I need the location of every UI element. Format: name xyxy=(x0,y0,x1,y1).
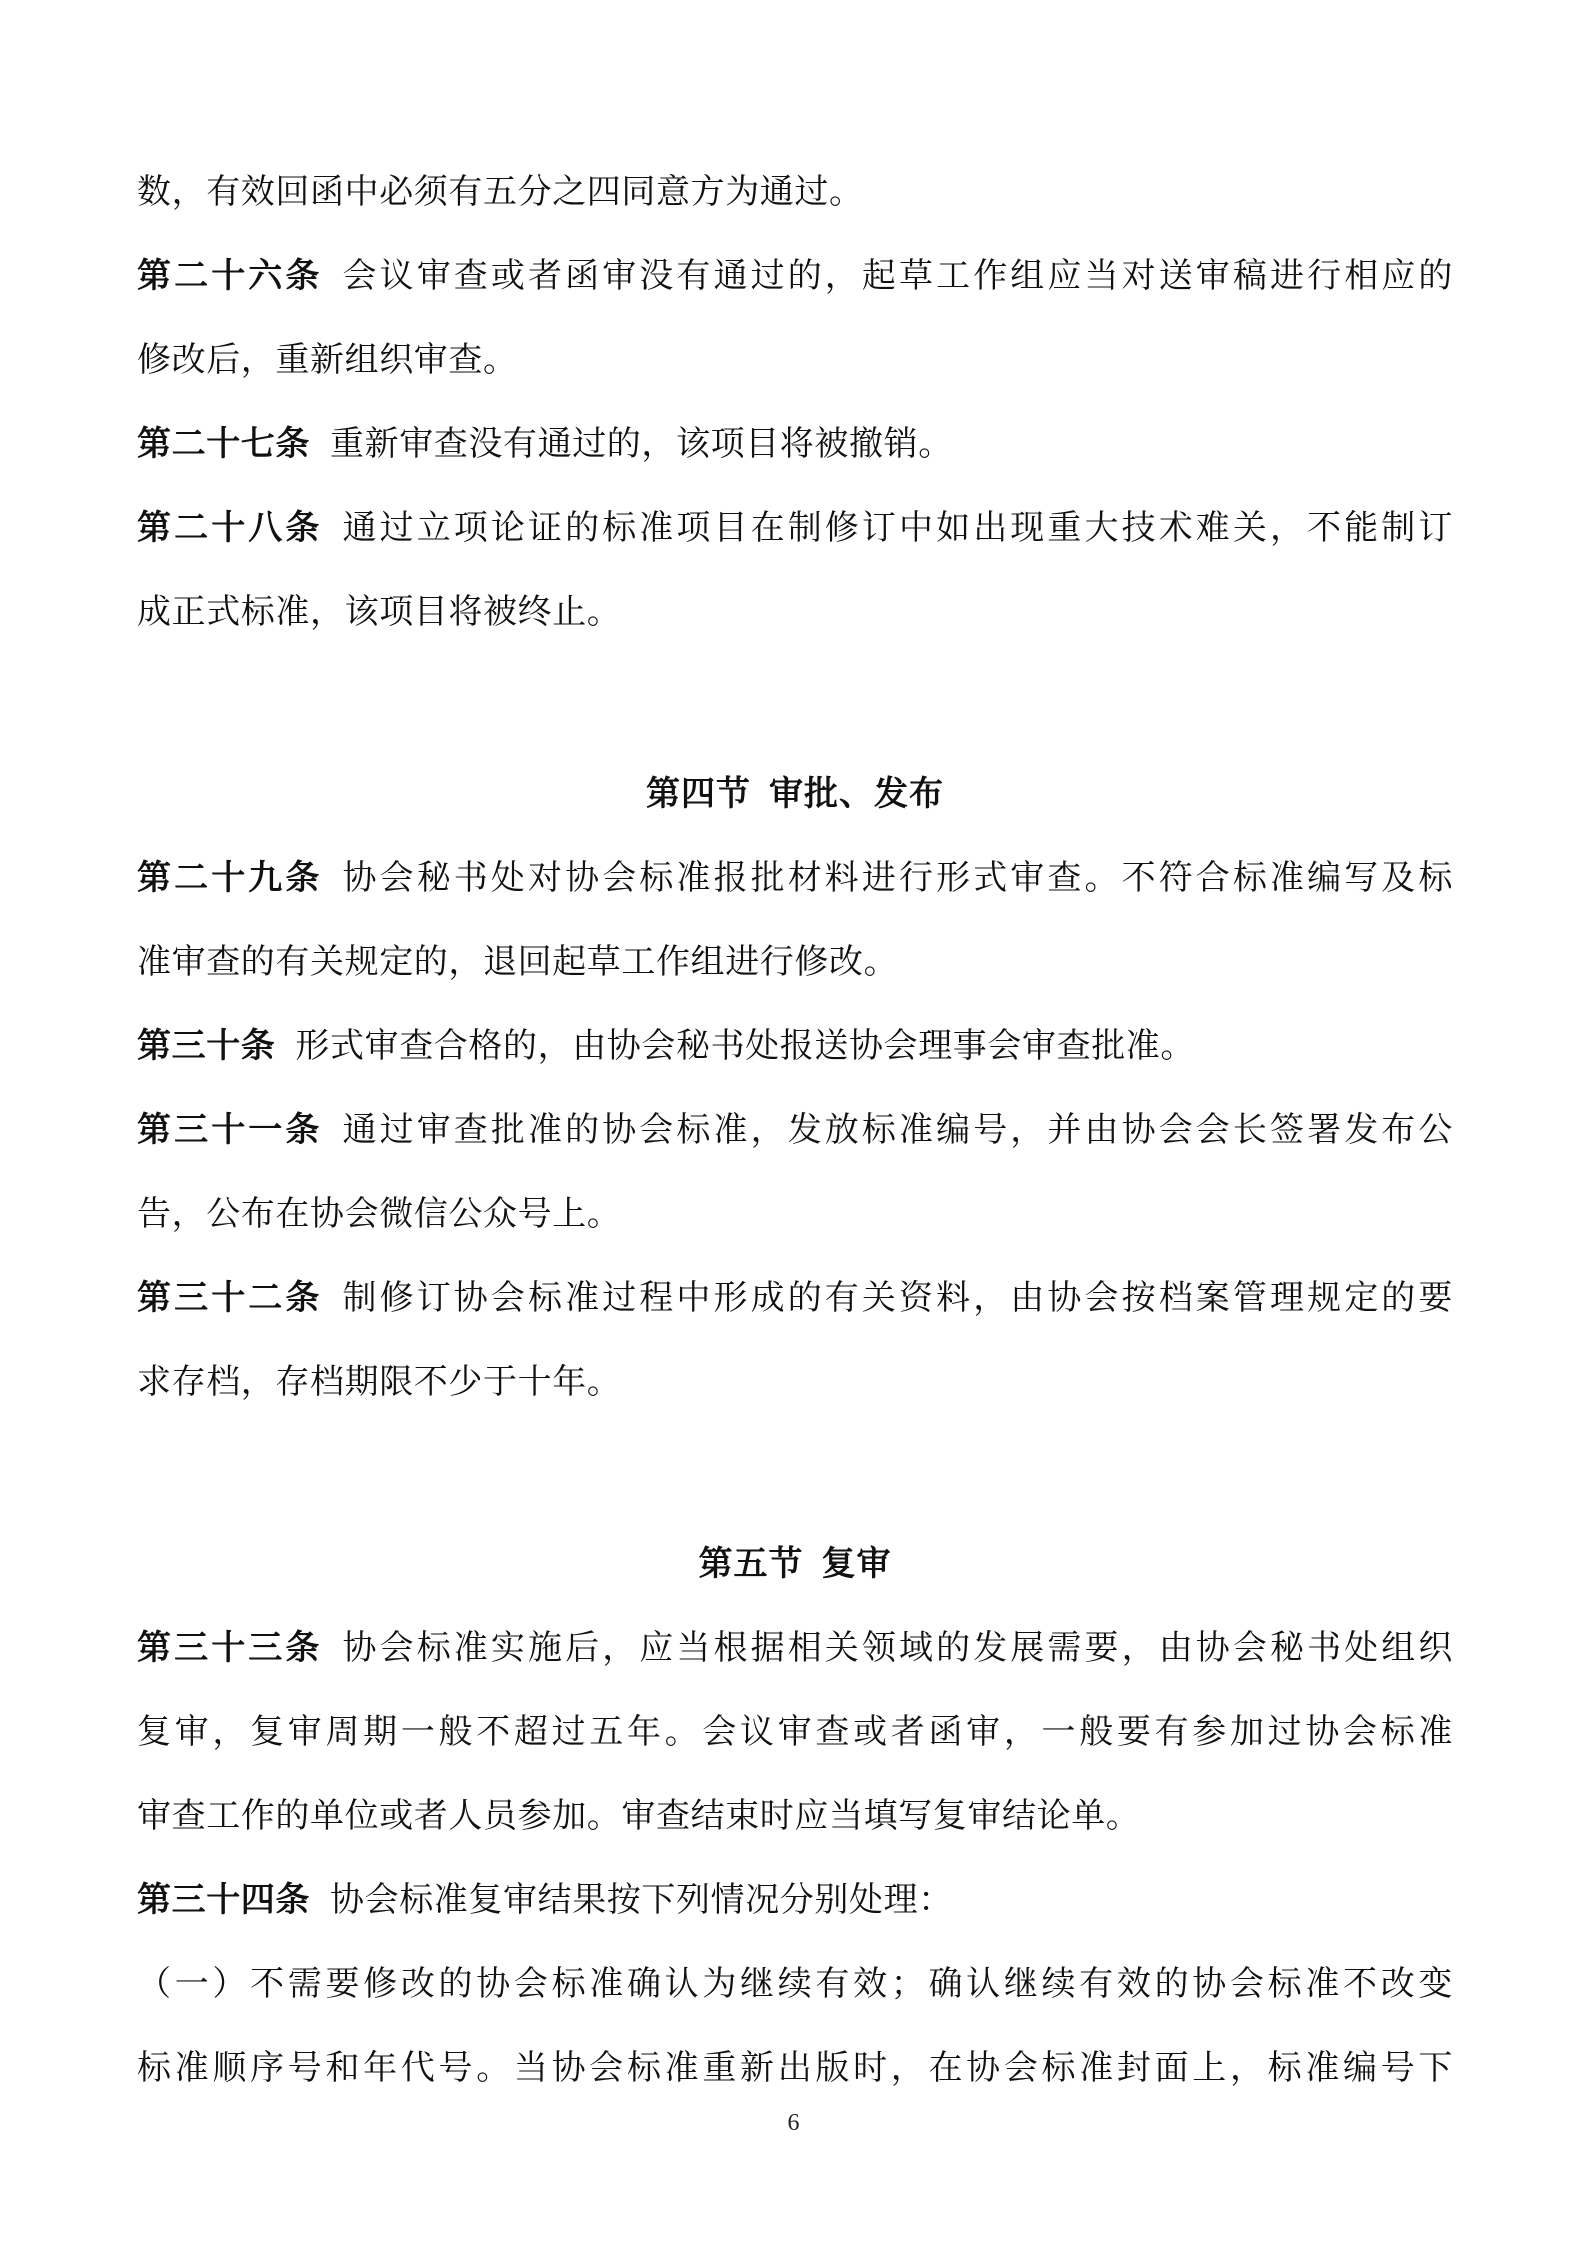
article-text: 重新审查没有通过的，该项目将被撤销。 xyxy=(330,424,953,464)
document-body xyxy=(137,150,1453,2110)
section-heading-4 xyxy=(137,752,1453,836)
article-34-line xyxy=(137,1858,1453,1942)
article-label: 第三十一条 xyxy=(137,1110,323,1150)
section-number: 第五节 xyxy=(698,1544,804,1584)
article-text: 形式审查合格的，由协会秘书处报送协会理事会审查批准。 xyxy=(295,1026,1196,1066)
paragraph-line: 数，有效回函中必须有五分之四同意方为通过。 xyxy=(137,172,864,212)
paragraph-line: 求存档，存档期限不少于十年。 xyxy=(137,1362,622,1402)
article-31-line xyxy=(137,1088,1453,1172)
section-title: 复审 xyxy=(821,1544,892,1584)
article-26-line xyxy=(137,234,1453,318)
article-label: 第三十三条 xyxy=(137,1628,323,1668)
article-text: 制修订协会标准过程中形成的有关资料，由协会按档案管理规定的要 xyxy=(342,1278,1453,1318)
article-text: 协会标准实施后，应当根据相关领域的发展需要，由协会秘书处组织 xyxy=(342,1628,1453,1668)
article-32-line xyxy=(137,1256,1453,1340)
paragraph-line: 审查工作的单位或者人员参加。审查结束时应当填写复审结论单。 xyxy=(137,1796,1141,1836)
article-33-line xyxy=(137,1606,1453,1690)
paragraph-line: 标准顺序号和年代号。当协会标准重新出版时，在协会标准封面上，标准编号下 xyxy=(137,2048,1453,2088)
article-label: 第三十二条 xyxy=(137,1278,323,1318)
article-text: 协会标准复审结果按下列情况分别处理： xyxy=(330,1880,953,1920)
paragraph-line: 成正式标准，该项目将被终止。 xyxy=(137,592,622,632)
paragraph-line: 修改后，重新组织审查。 xyxy=(137,340,518,380)
article-text: 通过立项论证的标准项目在制修订中如出现重大技术难关，不能制订 xyxy=(342,508,1453,548)
list-item-line: （一）不需要修改的协会标准确认为继续有效；确认继续有效的协会标准不改变 xyxy=(137,1964,1453,2004)
article-text: 会议审查或者函审没有通过的，起草工作组应当对送审稿进行相应的 xyxy=(342,256,1453,296)
section-number: 第四节 xyxy=(646,774,751,814)
article-label: 第三十条 xyxy=(137,1026,276,1066)
section-heading-5 xyxy=(137,1522,1453,1606)
paragraph-line: 复审，复审周期一般不超过五年。会议审查或者函审，一般要有参加过协会标准 xyxy=(137,1712,1453,1752)
article-label: 第二十八条 xyxy=(137,508,323,548)
article-label: 第二十七条 xyxy=(137,424,310,464)
article-29-line xyxy=(137,836,1453,920)
article-text: 通过审查批准的协会标准，发放标准编号，并由协会会长签署发布公 xyxy=(342,1110,1453,1150)
page-number: 6 xyxy=(787,2110,800,2136)
article-label: 第二十六条 xyxy=(137,256,323,296)
paragraph-line: 准审查的有关规定的，退回起草工作组进行修改。 xyxy=(137,942,899,982)
article-text: 协会秘书处对协会标准报批材料进行形式审查。不符合标准编写及标 xyxy=(342,858,1453,898)
article-label: 第三十四条 xyxy=(137,1880,310,1920)
article-28-line xyxy=(137,486,1453,570)
article-label: 第二十九条 xyxy=(137,858,323,898)
article-30-line xyxy=(137,1004,1453,1088)
section-title: 审批、发布 xyxy=(769,774,944,814)
article-27-line xyxy=(137,402,1453,486)
paragraph-line: 告，公布在协会微信公众号上。 xyxy=(137,1194,622,1234)
